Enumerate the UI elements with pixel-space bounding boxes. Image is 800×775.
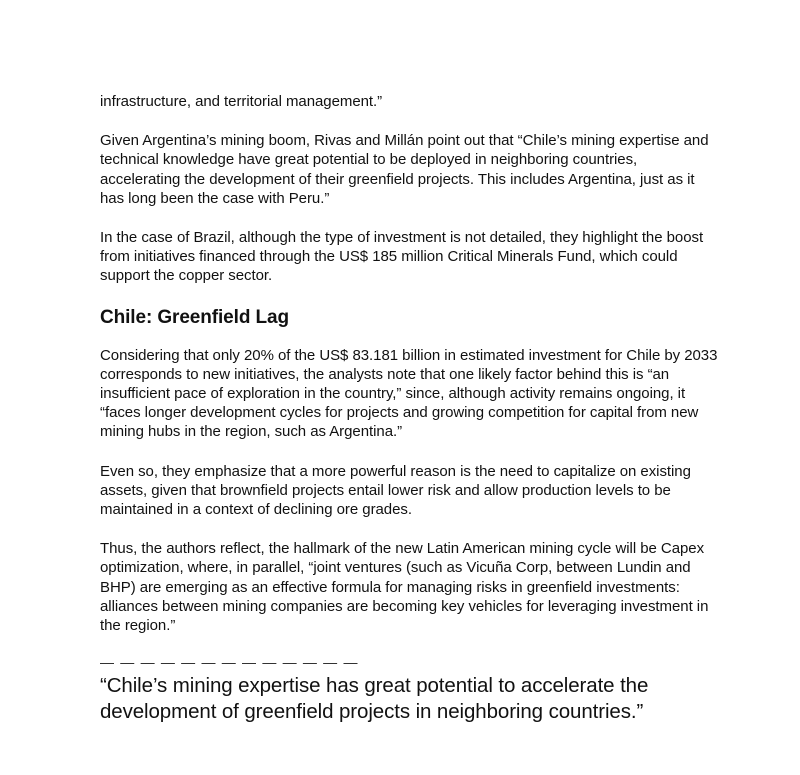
section-heading: Chile: Greenfield Lag [100,306,289,328]
dash-divider: — — — — — — — — — — — — — [100,654,359,671]
paragraph-greenfield-lag: Considering that only 20% of the US$ 83.181 billion in estimated investment for Chile by 2033 corresponds to new initiatives, the analysts note that one likely factor behind this is “an insufficient pace of exploration in the country,” since, although activity remains ongoing, it “faces longer development cycles for projects and growing competition for capital from new mining hubs in the region, such as Argentina.” [100,346,718,441]
paragraph-argentina: Given Argentina’s mining boom, Rivas and Millán point out that “Chile’s mining expertise and technical knowledge have great potential to be deployed in neighboring countries, accelerating the development of their greenfield projects. This includes Argentina, just as it has long been the case with Peru.” [100,132,709,207]
paragraph-brazil: In the case of Brazil, although the type of investment is not detailed, they highlight the boost from initiatives financed through the US$ 185 million Critical Minerals Fund, which could support the copper sector. [100,229,704,285]
pull-quote: “Chile’s mining expertise has great potential to accelerate the development of greenfield projects in neighboring countries.” [100,674,649,724]
article-body [100,92,720,725]
paragraph-infrastructure: infrastructure, and territorial management.” [100,93,383,110]
paragraph-brownfield: Even so, they emphasize that a more powerful reason is the need to capitalize on existing assets, given that brownfield projects entail lower risk and allow production levels to be maintained in a context of declining ore grades. [100,462,691,519]
paragraph-capex: Thus, the authors reflect, the hallmark of the new Latin American mining cycle will be Capex optimization, where, in parallel, “joint ventures (such as Vicuña Corp, between Lundin and BHP) are emerging as an effective formula for managing risks in greenfield investments: alliances between mining companies are becoming key vehicles for leveraging investment in the region.” [100,540,709,635]
